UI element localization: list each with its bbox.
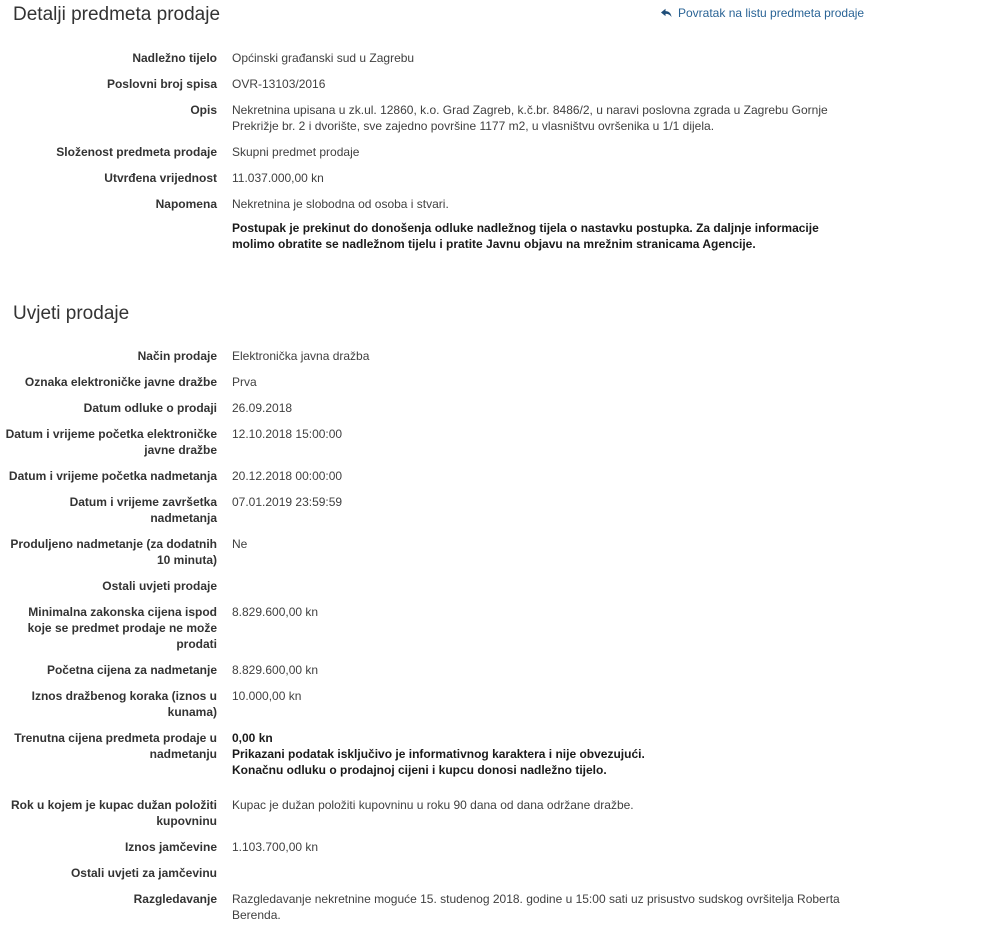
field-label: Trenutna cijena predmeta prodaje u nadmetanju	[14, 731, 217, 761]
field-value: Kupac je dužan položiti kupovninu u roku 90 dana od dana održane dražbe.	[232, 798, 634, 812]
detail-rows-section-2	[5, 343, 1000, 928]
row-oznaka-drazbe	[5, 369, 1000, 395]
row-produljeno-nadmetanje	[5, 531, 1000, 573]
field-label: Poslovni broj spisa	[106, 77, 217, 91]
detail-rows-section-1	[5, 45, 1000, 257]
field-value: Ne	[232, 537, 248, 551]
row-drazbeni-korak	[5, 683, 1000, 725]
field-label: Datum i vrijeme završetka nadmetanja	[69, 495, 217, 525]
page-header	[5, 4, 1000, 28]
field-label: Opis	[190, 103, 217, 117]
row-zavrsetak-nadmetanja	[5, 489, 1000, 531]
field-value	[232, 578, 852, 594]
row-slozenost	[5, 139, 1000, 165]
field-label: Napomena	[155, 197, 217, 211]
field-value: Razgledavanje nekretnine moguće 15. studenog 2018. godine u 15:00 sati uz prisustvo sudskog ovršitelja Roberta Berenda.	[232, 892, 840, 922]
back-link-label: Povratak na listu predmeta prodaje	[678, 6, 865, 20]
field-value: 26.09.2018	[232, 401, 293, 415]
row-pocetna-cijena	[5, 657, 1000, 683]
field-value: 8.829.600,00 kn	[232, 663, 319, 677]
field-label: Iznos jamčevine	[124, 840, 217, 854]
field-label: Minimalna zakonska cijena ispod koje se predmet prodaje ne može prodati	[27, 605, 217, 651]
row-minimalna-cijena	[5, 599, 1000, 657]
row-pocetak-drazbe	[5, 421, 1000, 463]
row-razgledavanje	[5, 886, 1000, 928]
field-label: Ostali uvjeti za jamčevinu	[70, 866, 217, 880]
field-label: Datum i vrijeme početka elektroničke javne dražbe	[5, 427, 217, 457]
field-label: Složenost predmeta prodaje	[56, 145, 217, 159]
field-value: 0,00 kn	[232, 731, 273, 745]
field-label: Utvrđena vrijednost	[104, 171, 217, 185]
field-value: 1.103.700,00 kn	[232, 840, 319, 854]
row-trenutna-cijena	[5, 725, 1000, 783]
field-label: Način prodaje	[137, 349, 217, 363]
field-value: 11.037.000,00 kn	[232, 171, 324, 185]
field-label: Razgledavanje	[133, 892, 217, 906]
field-value: OVR-13103/2016	[232, 77, 326, 91]
field-value: 8.829.600,00 kn	[232, 605, 319, 619]
field-value: Nekretnina upisana u zk.ul. 12860, k.o. Grad Zagreb, k.č.br. 8486/2, u naravi poslovna zgrada u Zagrebu Gornje Prekrižje br. 2 i dvorište, sve zajedno površine 1177 m2, u vlasništvu ovršenika u 1/1 dijela.	[232, 103, 828, 133]
napomena-warning-note: Postupak je prekinut do donošenja odluke nadležnog tijela o nastavku postupka. Za daljnje informacije molimo obratite se nadležnom tijelu i pratite Javnu objavu na mrežnim stranicama Agencije.	[232, 221, 819, 251]
back-to-list-link[interactable]	[660, 6, 864, 20]
reply-arrow-icon	[660, 7, 673, 20]
row-ostali-uvjeti-jamcevina	[5, 860, 1000, 886]
field-label: Ostali uvjeti prodaje	[102, 579, 217, 593]
row-ostali-uvjeti-prodaje	[5, 573, 1000, 599]
informative-note-line-1: Prikazani podatak isključivo je informativnog karaktera i nije obvezujući.	[232, 747, 645, 761]
row-iznos-jamcevine	[5, 834, 1000, 860]
field-value: 12.10.2018 15:00:00	[232, 427, 343, 441]
row-utvrdjena-vrijednost	[5, 165, 1000, 191]
field-label: Datum i vrijeme početka nadmetanja	[8, 469, 217, 483]
row-datum-odluke	[5, 395, 1000, 421]
field-label: Početna cijena za nadmetanje	[46, 663, 217, 677]
field-label: Oznaka elektroničke javne dražbe	[24, 375, 217, 389]
field-value: Skupni predmet prodaje	[232, 145, 360, 159]
sale-conditions-section	[5, 303, 1000, 928]
field-value: 07.01.2019 23:59:59	[232, 495, 343, 509]
field-value: Nekretnina je slobodna od osoba i stvari.	[232, 197, 449, 211]
field-label: Nadležno tijelo	[132, 51, 217, 65]
field-label: Produljeno nadmetanje (za dodatnih 10 minuta)	[10, 537, 217, 567]
field-value: Prva	[232, 375, 257, 389]
field-value: Općinski građanski sud u Zagrebu	[232, 51, 415, 65]
field-label: Iznos dražbenog koraka (iznos u kunama)	[31, 689, 217, 719]
row-nacin-prodaje	[5, 343, 1000, 369]
row-opis	[5, 97, 1000, 139]
field-value	[232, 865, 852, 881]
field-value: 20.12.2018 00:00:00	[232, 469, 343, 483]
field-label: Datum odluke o prodaji	[83, 401, 217, 415]
field-value: 10.000,00 kn	[232, 689, 302, 703]
section-title-uvjeti-prodaje: Uvjeti prodaje	[13, 303, 130, 324]
field-value: Elektronička javna dražba	[232, 349, 370, 363]
row-nadlezno-tijelo	[5, 45, 1000, 71]
informative-note-line-2: Konačnu odluku o prodajnoj cijeni i kupcu donosi nadležno tijelo.	[232, 763, 607, 777]
row-napomena	[5, 191, 1000, 257]
row-pocetak-nadmetanja	[5, 463, 1000, 489]
row-rok-kupovnine	[5, 792, 1000, 834]
row-poslovni-broj	[5, 71, 1000, 97]
page-title: Detalji predmeta prodaje	[13, 4, 221, 25]
field-label: Rok u kojem je kupac dužan položiti kupovninu	[10, 798, 217, 828]
